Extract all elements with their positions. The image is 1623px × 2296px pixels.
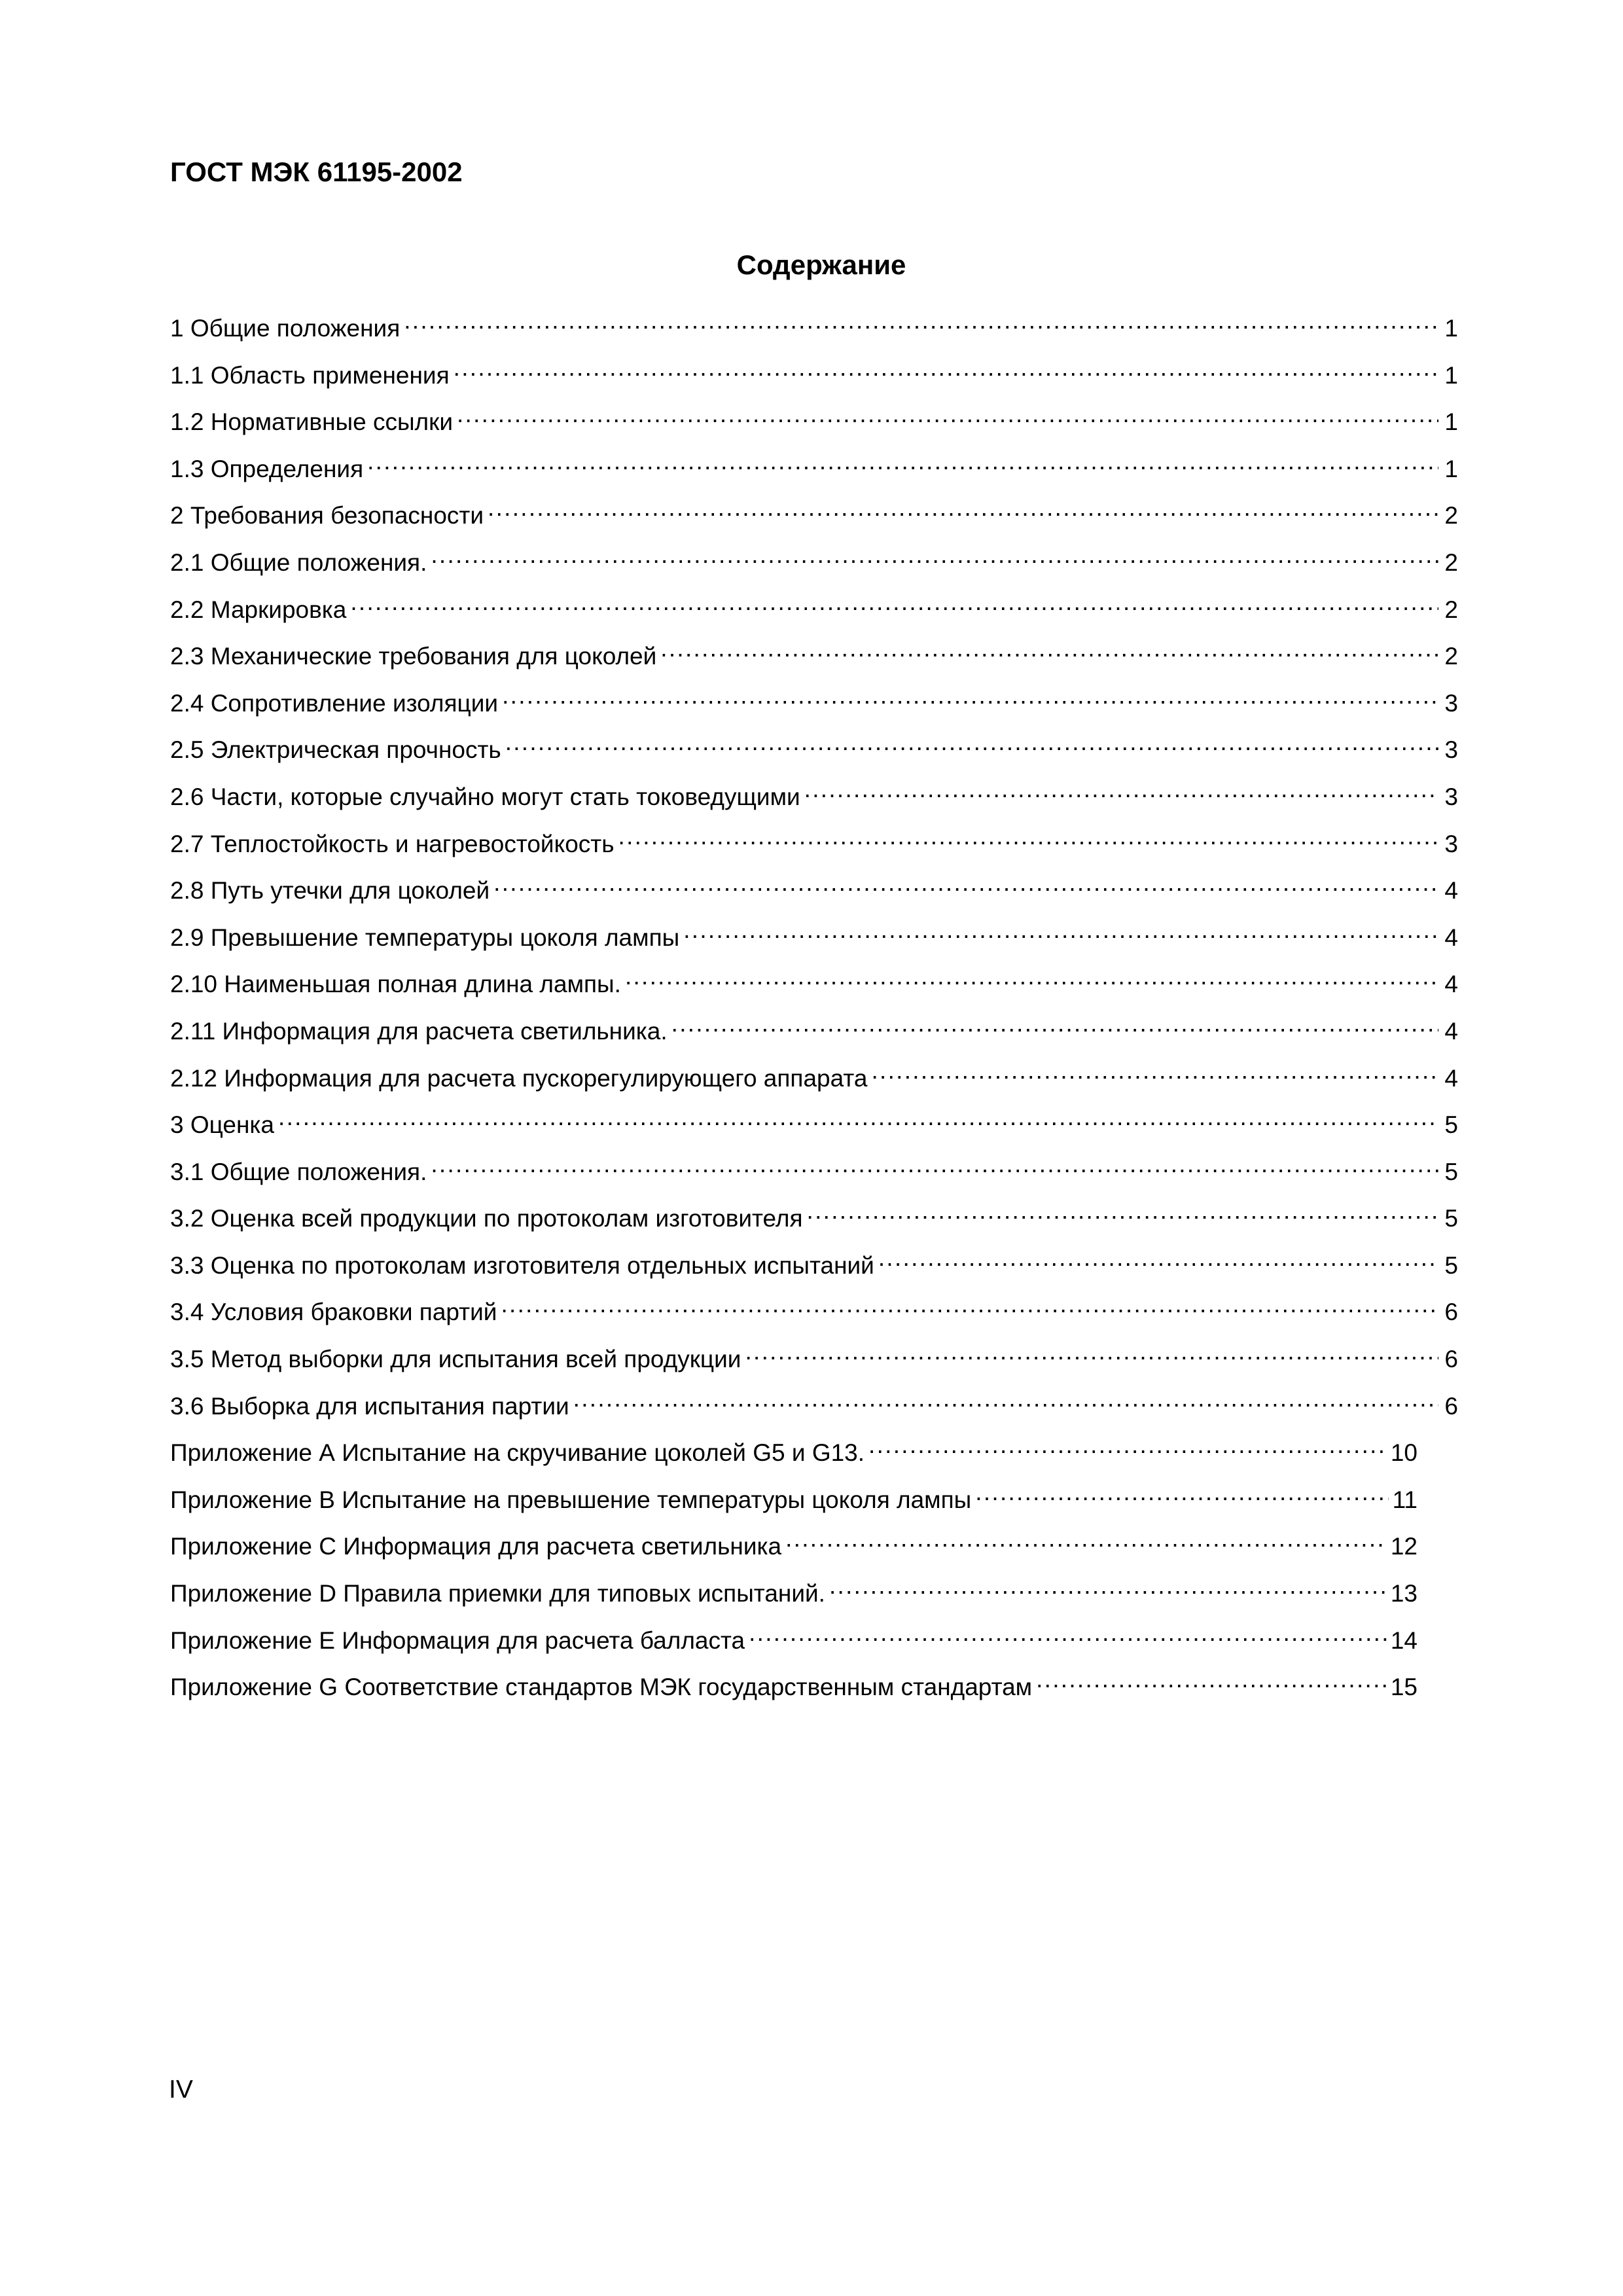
toc-entry-appendix[interactable]	[170, 1617, 1418, 1664]
toc-entry-label: Приложение G Соответствие стандартов МЭК государственным стандартам	[170, 1674, 1033, 1701]
toc-entry-page: 12	[1390, 1533, 1418, 1560]
dot-leader	[454, 352, 1438, 384]
toc-entry-appendix[interactable]	[170, 1570, 1418, 1617]
toc-entry[interactable]	[170, 1383, 1458, 1430]
dot-leader	[868, 1429, 1387, 1461]
toc-entry[interactable]	[170, 446, 1458, 493]
toc-entry[interactable]	[170, 352, 1458, 399]
toc-entry-page: 2	[1444, 502, 1458, 529]
dot-leader	[493, 867, 1438, 899]
toc-entry[interactable]	[170, 1008, 1458, 1055]
toc-entry-label: 2.7 Теплостойкость и нагревостойкость	[170, 830, 615, 857]
toc-entry-page: 13	[1390, 1580, 1418, 1607]
toc-entry-page: 1	[1444, 361, 1458, 389]
toc-entry-page: 4	[1444, 1017, 1458, 1045]
toc-entry-page: 6	[1444, 1392, 1458, 1420]
toc-entry[interactable]	[170, 1055, 1458, 1102]
page-number: IV	[169, 2075, 193, 2104]
dot-leader	[573, 1383, 1438, 1414]
toc-entry[interactable]	[170, 1289, 1458, 1336]
toc-entry[interactable]	[170, 914, 1458, 961]
toc-entry-label: Приложение А Испытание на скручивание цоколей G5 и G13.	[170, 1439, 865, 1467]
toc-entry-page: 14	[1390, 1626, 1418, 1654]
toc-entry-label: 2.12 Информация для расчета пускорегулирующего аппарата	[170, 1064, 868, 1092]
dot-leader	[367, 446, 1438, 477]
dot-leader	[975, 1477, 1388, 1508]
toc-entry-page: 3	[1444, 830, 1458, 857]
toc-entry-label: 3.4 Условия браковки партий	[170, 1299, 497, 1326]
toc-entry-label: 2 Требования безопасности	[170, 502, 484, 529]
toc-entry[interactable]	[170, 774, 1458, 821]
toc-entry-page: 5	[1444, 1111, 1458, 1139]
dot-leader	[804, 774, 1438, 805]
toc-entry[interactable]	[170, 492, 1458, 539]
toc-entry-page: 4	[1444, 877, 1458, 905]
toc-entry[interactable]	[170, 1102, 1458, 1149]
toc-entry-page: 3	[1444, 736, 1458, 764]
toc-entry-label: 3.1 Общие положения.	[170, 1158, 427, 1185]
toc-title: Содержание	[736, 249, 906, 280]
toc-entry[interactable]	[170, 1336, 1458, 1383]
toc-entry[interactable]	[170, 586, 1458, 634]
toc-entry-label: 3 Оценка	[170, 1111, 275, 1139]
toc-entry-label: 1.3 Определения	[170, 455, 364, 482]
dot-leader	[502, 680, 1438, 711]
dot-leader	[671, 1008, 1438, 1039]
toc-entry[interactable]	[170, 1242, 1458, 1289]
toc-entry-label: 3.2 Оценка всей продукции по протоколам изготовителя	[170, 1205, 803, 1232]
toc-entry-page: 5	[1444, 1205, 1458, 1232]
toc-entry-label: Приложение D Правила приемки для типовых испытаний.	[170, 1580, 825, 1607]
toc-entry[interactable]	[170, 633, 1458, 680]
toc-entry-page: 2	[1444, 596, 1458, 623]
toc-entry-label: 2.2 Маркировка	[170, 596, 347, 623]
toc-entry-page: 2	[1444, 548, 1458, 576]
dot-leader	[1036, 1664, 1387, 1695]
toc-entry-page: 1	[1444, 455, 1458, 482]
toc-entry-label: Приложение С Информация для расчета светильника	[170, 1533, 782, 1560]
toc-entry-label: Приложение В Испытание на превышение температуры цоколя лампы	[170, 1486, 972, 1513]
toc-entry-appendix[interactable]	[170, 1477, 1418, 1524]
dot-leader	[618, 821, 1438, 852]
toc-entry[interactable]	[170, 1149, 1458, 1196]
dot-leader	[404, 305, 1438, 336]
toc-entry-page: 6	[1444, 1299, 1458, 1326]
toc-entry-page: 6	[1444, 1346, 1458, 1373]
toc-entry-appendix[interactable]	[170, 1523, 1418, 1570]
toc-entry-label: 3.3 Оценка по протоколам изготовителя отдельных испытаний	[170, 1251, 874, 1279]
toc-entry-appendix[interactable]	[170, 1429, 1418, 1477]
toc-entry-label: 2.10 Наименьшая полная длина лампы.	[170, 971, 621, 998]
document-code: ГОСТ МЭК 61195-2002	[170, 156, 463, 187]
toc-entry-label: Приложение Е Информация для расчета балласта	[170, 1626, 745, 1654]
dot-leader	[488, 492, 1438, 524]
dot-leader	[625, 961, 1438, 992]
toc-entry-label: 2.11 Информация для расчета светильника.	[170, 1017, 668, 1045]
toc-entry-page: 5	[1444, 1158, 1458, 1185]
toc-entry[interactable]	[170, 821, 1458, 868]
toc-entry-label: 1 Общие положения	[170, 315, 401, 342]
toc-entry-page: 10	[1390, 1439, 1418, 1467]
dot-leader	[350, 586, 1438, 618]
dot-leader	[431, 539, 1438, 571]
table-of-contents	[170, 305, 1458, 1711]
toc-entry-label: 1.2 Нормативные ссылки	[170, 408, 453, 436]
toc-entry-page: 1	[1444, 408, 1458, 436]
toc-entry-label: 2.9 Превышение температуры цоколя лампы	[170, 924, 680, 951]
toc-entry-label: 3.6 Выборка для испытания партии	[170, 1392, 569, 1420]
toc-entry-label: 3.5 Метод выборки для испытания всей продукции	[170, 1346, 741, 1373]
toc-entry[interactable]	[170, 726, 1458, 774]
dot-leader	[501, 1289, 1438, 1320]
dot-leader	[871, 1055, 1438, 1086]
dot-leader	[807, 1195, 1438, 1227]
toc-entry-page: 11	[1392, 1486, 1418, 1513]
toc-entry-label: 2.5 Электрическая прочность	[170, 736, 501, 764]
toc-entry-page: 2	[1444, 643, 1458, 670]
toc-entry-page: 4	[1444, 971, 1458, 998]
toc-entry[interactable]	[170, 539, 1458, 586]
toc-entry-label: 2.6 Части, которые случайно могут стать токоведущими	[170, 783, 800, 810]
toc-entry-label: 2.3 Механические требования для цоколей	[170, 643, 657, 670]
dot-leader	[660, 633, 1438, 664]
toc-entry-label: 2.4 Сопротивление изоляции	[170, 689, 499, 717]
toc-entry-page: 5	[1444, 1251, 1458, 1279]
toc-entry-page: 3	[1444, 689, 1458, 717]
dot-leader	[431, 1149, 1438, 1180]
toc-entry-label: 2.1 Общие положения.	[170, 548, 427, 576]
toc-entry-page: 15	[1390, 1674, 1418, 1701]
toc-entry[interactable]	[170, 961, 1458, 1008]
dot-leader	[878, 1242, 1438, 1274]
toc-entry[interactable]	[170, 305, 1458, 352]
toc-entry[interactable]	[170, 867, 1458, 914]
toc-entry[interactable]	[170, 1195, 1458, 1242]
toc-entry-page: 1	[1444, 315, 1458, 342]
dot-leader	[457, 399, 1438, 430]
dot-leader	[683, 914, 1438, 946]
toc-entry-appendix[interactable]	[170, 1664, 1418, 1711]
toc-entry[interactable]	[170, 399, 1458, 446]
dot-leader	[278, 1102, 1438, 1133]
toc-entry[interactable]	[170, 680, 1458, 727]
dot-leader	[829, 1570, 1387, 1602]
dot-leader	[505, 726, 1438, 758]
dot-leader	[785, 1523, 1387, 1554]
toc-entry-label: 2.8 Путь утечки для цоколей	[170, 877, 490, 905]
toc-entry-page: 4	[1444, 924, 1458, 951]
dot-leader	[749, 1617, 1387, 1649]
dot-leader	[745, 1336, 1438, 1367]
toc-entry-page: 3	[1444, 783, 1458, 810]
toc-entry-label: 1.1 Область применения	[170, 361, 450, 389]
toc-entry-page: 4	[1444, 1064, 1458, 1092]
